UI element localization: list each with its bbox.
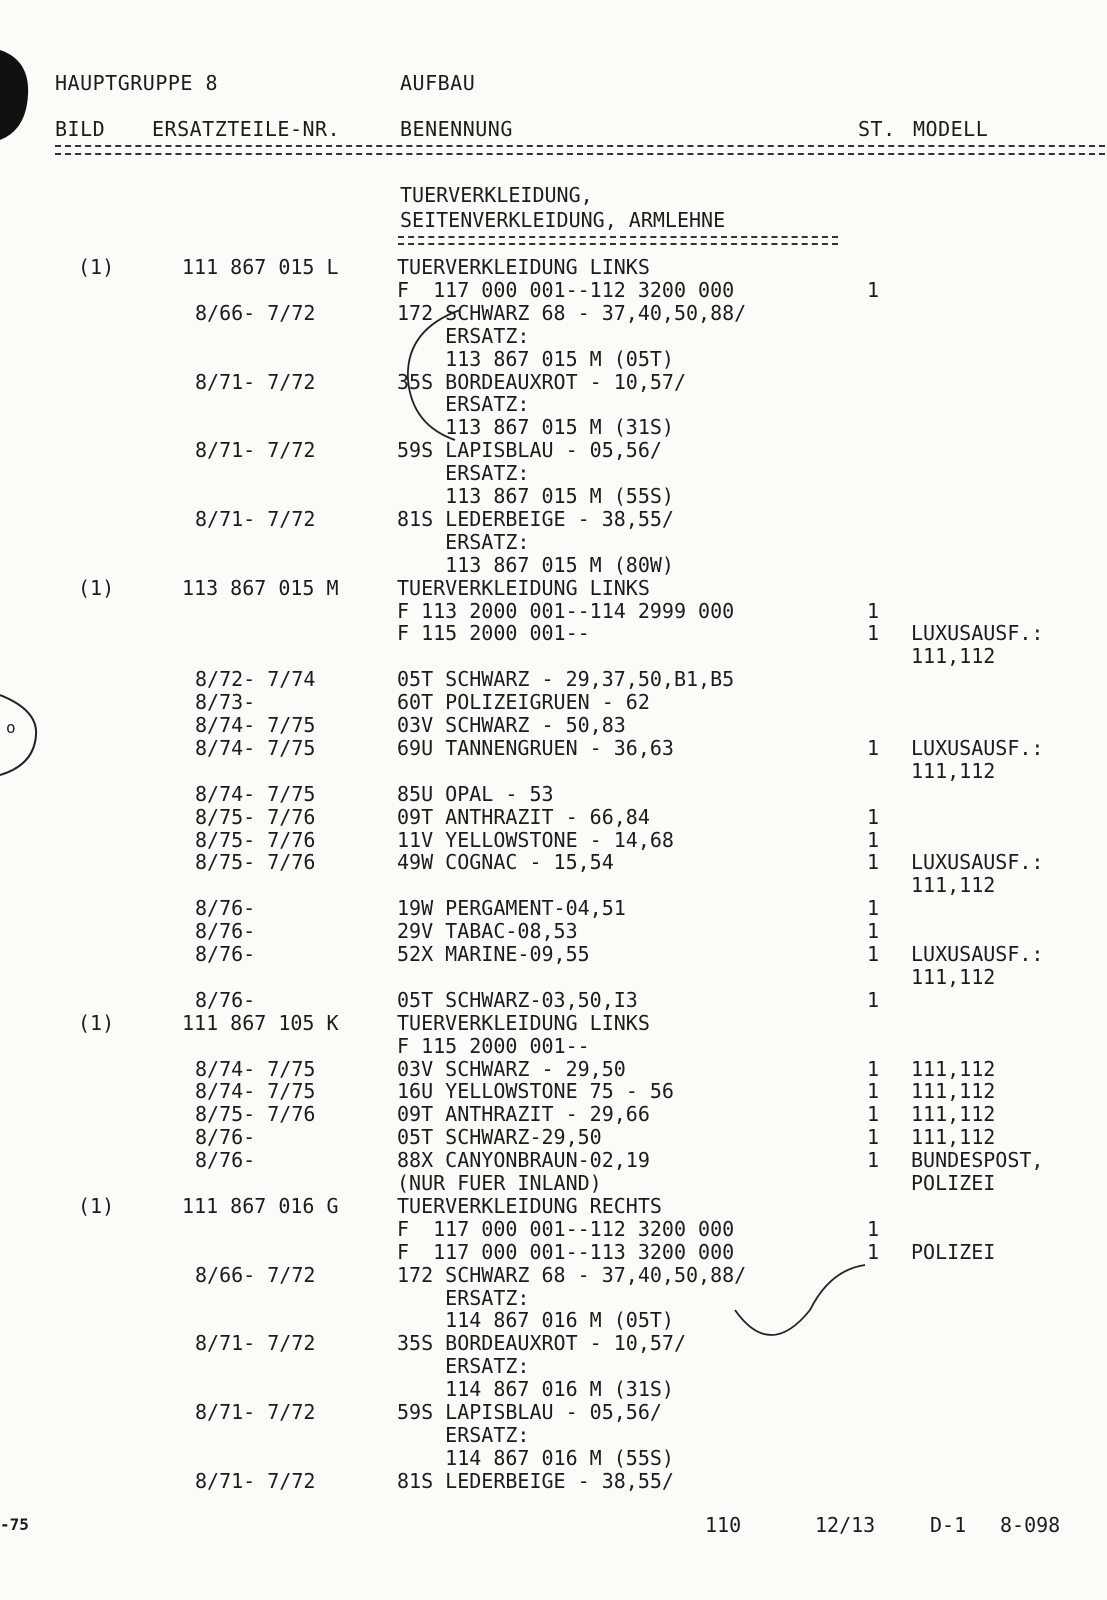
row-quantity: 1 [867, 1217, 880, 1241]
row-part-number: 8/71- 7/72 [195, 438, 316, 462]
footer-reference: 8-098 [1000, 1513, 1061, 1537]
row-description: 113 867 015 M (80W) [397, 553, 674, 577]
row-model: 111,112 [911, 644, 996, 668]
row-description: 85U OPAL - 53 [397, 782, 554, 806]
row-description: 05T SCHWARZ - 29,37,50,B1,B5 [397, 667, 735, 691]
row-description: ERSATZ: [397, 1423, 530, 1447]
handwritten-stroke-lower [730, 1250, 870, 1350]
row-part-number: 113 867 015 M [182, 576, 339, 600]
row-description: 05T SCHWARZ-29,50 [397, 1125, 602, 1149]
row-model: 111,112 [911, 1057, 996, 1081]
row-model: POLIZEI [911, 1171, 996, 1195]
row-description: 81S LEDERBEIGE - 38,55/ [397, 507, 674, 531]
row-description: 03V SCHWARZ - 50,83 [397, 713, 626, 737]
row-part-number: 8/71- 7/72 [195, 1400, 316, 1424]
row-part-number: 8/71- 7/72 [195, 1469, 316, 1493]
row-figure-ref: (1) [78, 255, 115, 279]
row-quantity: 1 [867, 1079, 880, 1103]
row-part-number: 8/74- 7/75 [195, 736, 316, 760]
row-part-number: 8/71- 7/72 [195, 507, 316, 531]
row-model: LUXUSAUSF.: [911, 942, 1044, 966]
footer-left-number: -75 [0, 1515, 29, 1534]
row-description: F 115 2000 001-- [397, 1034, 590, 1058]
row-description: F 117 000 001--113 3200 000 [397, 1240, 735, 1264]
row-description: 81S LEDERBEIGE - 38,55/ [397, 1469, 674, 1493]
row-description: 60T POLIZEIGRUEN - 62 [397, 690, 650, 714]
row-model: 111,112 [911, 873, 996, 897]
binding-mark-top [0, 50, 30, 140]
row-description: ERSATZ: [397, 1354, 530, 1378]
row-description: 05T SCHWARZ-03,50,I3 [397, 988, 638, 1012]
row-quantity: 1 [867, 828, 880, 852]
row-description: 29V TABAC-08,53 [397, 919, 578, 943]
row-quantity: 1 [867, 621, 880, 645]
section-label: AUFBAU [400, 71, 476, 95]
row-description: 113 867 015 M (55S) [397, 484, 674, 508]
row-model: 111,112 [911, 1125, 996, 1149]
row-description: 59S LAPISBLAU - 05,56/ [397, 1400, 662, 1424]
row-description: TUERVERKLEIDUNG LINKS [397, 576, 650, 600]
col-header-name: BENENNUNG [400, 117, 513, 141]
section-title-rule [398, 236, 838, 245]
row-model: 111,112 [911, 759, 996, 783]
row-description: 172 SCHWARZ 68 - 37,40,50,88/ [397, 1263, 747, 1287]
row-part-number: 111 867 015 L [182, 255, 339, 279]
row-part-number: 8/75- 7/76 [195, 850, 316, 874]
row-description: 113 867 015 M (31S) [397, 415, 674, 439]
row-part-number: 8/74- 7/75 [195, 1057, 316, 1081]
margin-mark: o [6, 718, 16, 737]
row-quantity: 1 [867, 942, 880, 966]
row-figure-ref: (1) [78, 1194, 115, 1218]
row-part-number: 111 867 105 K [182, 1011, 339, 1035]
row-part-number: 8/76- [195, 1148, 256, 1172]
row-quantity: 1 [867, 1102, 880, 1126]
row-description: 49W COGNAC - 15,54 [397, 850, 614, 874]
row-description: 172 SCHWARZ 68 - 37,40,50,88/ [397, 301, 747, 325]
row-part-number: 8/66- 7/72 [195, 301, 316, 325]
row-quantity: 1 [867, 278, 880, 302]
row-model: LUXUSAUSF.: [911, 850, 1044, 874]
row-figure-ref: (1) [78, 1011, 115, 1035]
handwritten-stroke-upper [400, 300, 520, 450]
row-part-number: 8/71- 7/72 [195, 370, 316, 394]
col-header-bild: BILD [55, 117, 106, 141]
row-part-number: 8/76- [195, 1125, 256, 1149]
row-part-number: 8/76- [195, 896, 256, 920]
row-model: POLIZEI [911, 1240, 996, 1264]
row-quantity: 1 [867, 896, 880, 920]
col-header-model: MODELL [913, 117, 989, 141]
row-description: 114 867 016 M (05T) [397, 1308, 674, 1332]
row-quantity: 1 [867, 919, 880, 943]
row-model: BUNDESPOST, [911, 1148, 1044, 1172]
row-description: 09T ANTHRAZIT - 29,66 [397, 1102, 650, 1126]
row-description: ERSATZ: [397, 461, 530, 485]
row-quantity: 1 [867, 1148, 880, 1172]
row-quantity: 1 [867, 1125, 880, 1149]
row-part-number: 8/75- 7/76 [195, 828, 316, 852]
row-description: F 117 000 001--112 3200 000 [397, 278, 735, 302]
row-description: F 117 000 001--112 3200 000 [397, 1217, 735, 1241]
row-description: TUERVERKLEIDUNG RECHTS [397, 1194, 662, 1218]
row-description: (NUR FUER INLAND) [397, 1171, 602, 1195]
row-description: F 115 2000 001-- [397, 621, 590, 645]
section-title-line-1: TUERVERKLEIDUNG, [400, 183, 593, 207]
footer-page-number: 110 [705, 1513, 742, 1537]
row-model: LUXUSAUSF.: [911, 621, 1044, 645]
row-part-number: 8/74- 7/75 [195, 713, 316, 737]
row-model: 111,112 [911, 1102, 996, 1126]
row-part-number: 8/72- 7/74 [195, 667, 316, 691]
row-part-number: 111 867 016 G [182, 1194, 339, 1218]
row-description: 69U TANNENGRUEN - 36,63 [397, 736, 674, 760]
row-description: TUERVERKLEIDUNG LINKS [397, 255, 650, 279]
row-description: 03V SCHWARZ - 29,50 [397, 1057, 626, 1081]
footer-code: D-1 [930, 1513, 967, 1537]
row-model: LUXUSAUSF.: [911, 736, 1044, 760]
row-quantity: 1 [867, 1240, 880, 1264]
row-description: ERSATZ: [397, 1286, 530, 1310]
row-description: 11V YELLOWSTONE - 14,68 [397, 828, 674, 852]
row-description: 19W PERGAMENT-04,51 [397, 896, 626, 920]
row-quantity: 1 [867, 850, 880, 874]
row-description: 52X MARINE-09,55 [397, 942, 590, 966]
row-figure-ref: (1) [78, 576, 115, 600]
row-description: ERSATZ: [397, 324, 530, 348]
row-description: 35S BORDEAUXROT - 10,57/ [397, 1331, 686, 1355]
main-group-label: HAUPTGRUPPE 8 [55, 71, 219, 95]
row-part-number: 8/75- 7/76 [195, 1102, 316, 1126]
row-part-number: 8/66- 7/72 [195, 1263, 316, 1287]
row-description: 16U YELLOWSTONE 75 - 56 [397, 1079, 674, 1103]
row-description: TUERVERKLEIDUNG LINKS [397, 1011, 650, 1035]
row-quantity: 1 [867, 805, 880, 829]
row-description: 88X CANYONBRAUN-02,19 [397, 1148, 650, 1172]
row-description: 59S LAPISBLAU - 05,56/ [397, 438, 662, 462]
row-model: 111,112 [911, 965, 996, 989]
col-header-quantity: ST. [858, 117, 896, 141]
row-quantity: 1 [867, 988, 880, 1012]
row-part-number: 8/76- [195, 919, 256, 943]
col-header-part-number: ERSATZTEILE-NR. [152, 117, 341, 141]
row-description: ERSATZ: [397, 392, 530, 416]
row-quantity: 1 [867, 599, 880, 623]
row-quantity: 1 [867, 736, 880, 760]
header-rule [55, 145, 1105, 155]
row-description: 35S BORDEAUXROT - 10,57/ [397, 370, 686, 394]
row-description: 114 867 016 M (31S) [397, 1377, 674, 1401]
row-description: 114 867 016 M (55S) [397, 1446, 674, 1470]
section-title-line-2: SEITENVERKLEIDUNG, ARMLEHNE [400, 208, 726, 232]
row-part-number: 8/74- 7/75 [195, 782, 316, 806]
row-description: 113 867 015 M (05T) [397, 347, 674, 371]
row-description: ERSATZ: [397, 530, 530, 554]
row-description: 09T ANTHRAZIT - 66,84 [397, 805, 650, 829]
row-part-number: 8/73- [195, 690, 256, 714]
row-part-number: 8/76- [195, 988, 256, 1012]
row-quantity: 1 [867, 1057, 880, 1081]
row-description: F 113 2000 001--114 2999 000 [397, 599, 735, 623]
row-part-number: 8/71- 7/72 [195, 1331, 316, 1355]
row-part-number: 8/76- [195, 942, 256, 966]
row-part-number: 8/75- 7/76 [195, 805, 316, 829]
row-part-number: 8/74- 7/75 [195, 1079, 316, 1103]
row-model: 111,112 [911, 1079, 996, 1103]
footer-sheet: 12/13 [815, 1513, 876, 1537]
